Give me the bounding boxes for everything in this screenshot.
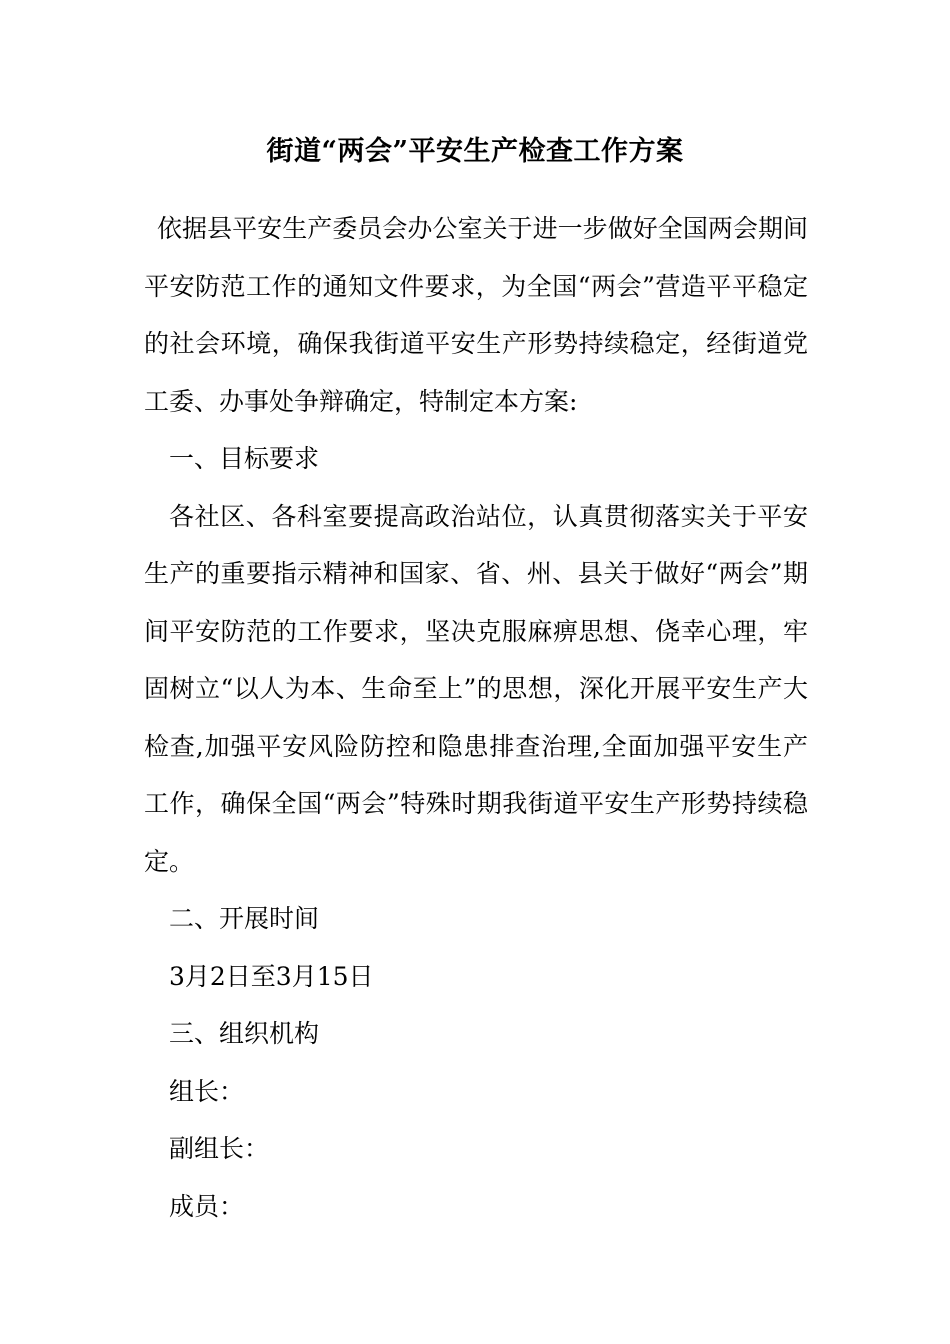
section-heading-goals: 一、目标要求 [169,444,320,473]
document-title: 街道“两会”平安生产检查工作方案 [266,136,684,167]
deputy-leader-line: 副组长： [169,1134,270,1163]
goals-paragraph: 各社区、各科室要提高政治站位，认真贯彻落实关于平安生产的重要指示精神和国家、省、州、县关于做好“两会”期间平安防范的工作要求，坚决克服麻痹思想、侥幸心理，牢固树立“以人为本、生命至上”的思想，深化开展平安生产大检查,加强平安风险防控和隐患排查治理,全面加强平安生产工作，确保全国“两会”特殊时期我街道平安生产形势持续稳定。 [144,501,808,876]
document-body [144,200,808,1235]
intro-paragraph: 依据县平安生产委员会办公室关于进一步做好全国两会期间平安防范工作的通知文件要求，为全国“两会”营造平平稳定的社会环境，确保我街道平安生产形势持续稳定，经街道党工委、办事处争辩确定，特制定本方案: [144,214,808,416]
section-heading-schedule: 二、开展时间 [169,904,320,933]
schedule-dates: 3月2日至3月15日 [169,961,374,991]
members-line: 成员： [169,1191,245,1221]
leader-line: 组长： [169,1076,245,1106]
section-heading-organization: 三、组织机构 [169,1019,320,1048]
